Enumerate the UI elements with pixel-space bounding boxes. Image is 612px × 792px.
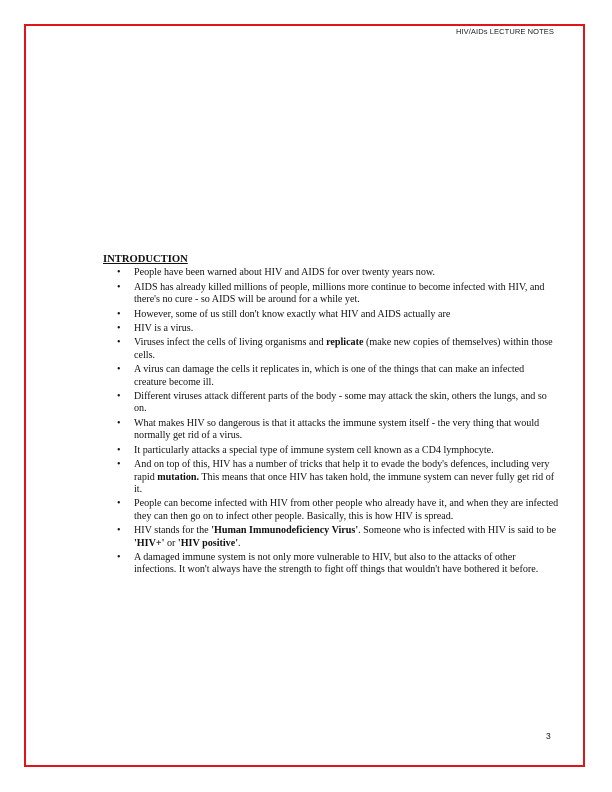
- bullet-item: • It particularly attacks a special type of immune system cell known as a CD4 lymphocyte.: [103, 445, 559, 457]
- running-header: HIV/AIDs LECTURE NOTES: [455, 27, 554, 36]
- bullet-item: • Different viruses attack different parts of the body - some may attack the skin, others the lungs, and so on.: [103, 391, 559, 416]
- document-body: [103, 254, 559, 579]
- bullet-item: • People have been warned about HIV and AIDS for over twenty years now.: [103, 267, 559, 279]
- bullet-item: • However, some of us still don't know exactly what HIV and AIDS actually are: [103, 309, 559, 321]
- bullet-item: • A damaged immune system is not only more vulnerable to HIV, but also to the attacks of other infections. It won't always have the strength to fight off things that wouldn't have bothered it before.: [103, 552, 559, 577]
- bullet-item: • HIV is a virus.: [103, 323, 559, 335]
- bullet-item: • And on top of this, HIV has a number of tricks that help it to evade the body's defences, including very rapid mutation. This means that once HIV has taken hold, the immune system can never fully get rid of it.: [103, 459, 559, 496]
- section-heading: INTRODUCTION: [103, 254, 188, 265]
- bullet-item: • Viruses infect the cells of living organisms and replicate (make new copies of themselves) within those cells.: [103, 337, 559, 362]
- bullet-item: • HIV stands for the 'Human Immunodeficiency Virus'. Someone who is infected with HIV is said to be 'HIV+' or 'HIV positive'.: [103, 525, 559, 550]
- bullet-item: • What makes HIV so dangerous is that it attacks the immune system itself - the very thing that would normally get rid of a virus.: [103, 418, 559, 443]
- bullet-item: • AIDS has already killed millions of people, millions more continue to become infected with HIV, and there's no cure - so AIDS will be around for a while yet.: [103, 282, 559, 307]
- bullet-item: • People can become infected with HIV from other people who already have it, and when they are infected they can then go on to infect other people. Basically, this is how HIV is spread.: [103, 498, 559, 523]
- page-number: 3: [546, 731, 551, 741]
- bullet-item: • A virus can damage the cells it replicates in, which is one of the things that can make an infected creature become ill.: [103, 364, 559, 389]
- bullet-list: [103, 267, 559, 576]
